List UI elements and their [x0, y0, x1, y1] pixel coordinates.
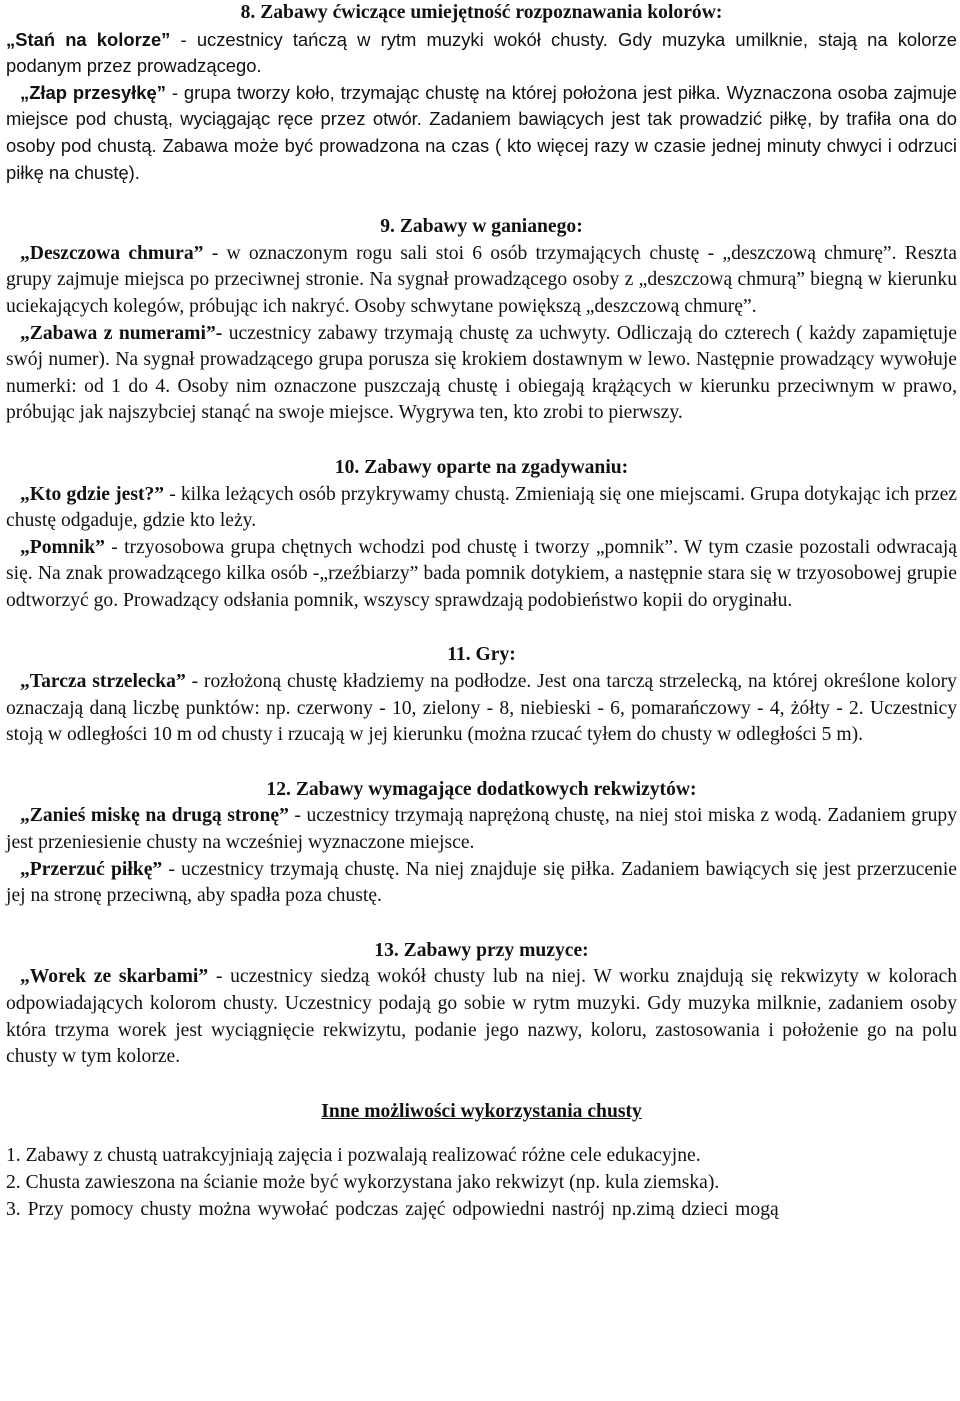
other-uses-heading: Inne możliwości wykorzystania chusty	[321, 1100, 642, 1122]
game-title: „Złap przesyłkę”	[20, 81, 166, 103]
game-description: uczestnicy zabawy trzymają chustę za uchwyty. Odliczają do czterech ( każdy zapamiętuje swój numer). Na sygnał prowadzącego grupa porusza się krokiem dostawnym w lewo. Następnie prowadzący wywołuje numerki: od 1 do 4. Osoby nim oznaczone puszczają chustę i obiegają krążących w kierunku przeciwnym w prawo, próbując jak najszybciej stanąć na swoje miejsce. Wygrywa ten, kto zrobi to pierwszy.	[6, 322, 957, 424]
game-title: „Stań na kolorze”	[6, 28, 171, 50]
list-item: 2. Chusta zawieszona na ścianie może być wykorzystana jako rekwizyt (np. kula ziemska).	[6, 1171, 720, 1193]
game-description: - uczestnicy tańczą w rytm muzyki wokół chusty. Gdy muzyka umilknie, stają na kolorze podanym przez prowadzącego.	[6, 28, 957, 77]
section-11-paragraph-1	[6, 669, 957, 749]
game-description: - grupa tworzy koło, trzymając chustę na której położona jest piłka. Wyznaczona osoba zajmuje miejsce pod chustą, wyciągając ręce przez otwór. Zadaniem bawiących jest tak prowadzić piłkę, by trafiła ona do osoby pod chustą. Zabawa może być prowadzona na czas ( kto więcej razy w czasie jednej minuty chwyci i odrzuci piłkę na chustę).	[6, 81, 957, 183]
section-8-heading: 8. Zabawy ćwiczące umiejętność rozpoznawania kolorów:	[240, 2, 723, 23]
section-8-paragraph-2	[6, 80, 957, 186]
section-13-paragraph-1	[6, 964, 957, 1070]
game-title: „Tarcza strzelecka”	[20, 671, 186, 693]
section-12-paragraph-2	[6, 857, 957, 910]
game-description: - uczestnicy trzymają naprężoną chustę, na niej stoi miska z wodą. Zadaniem grupy jest przeniesienie chusty na wcześniej wyznaczone miejsce.	[6, 805, 957, 854]
game-description: - w oznaczonym rogu sali stoi 6 osób trzymających chustę - „deszczową chmurę”. Reszta grupy zajmuje miejsca po przeciwnej stronie. Na sygnał prowadzącego osoby z „deszczową chmurą” biegną w kierunku uciekających kolegów, próbując ich nakryć. Osoby schwytane powiększą „deszczową chmurę”.	[6, 242, 957, 317]
section-10-heading: 10. Zabawy oparte na zgadywaniu:	[334, 456, 629, 478]
game-title: „Worek ze skarbami”	[20, 966, 209, 988]
section-13-heading: 13. Zabawy przy muzyce:	[374, 939, 589, 961]
game-title: „Zabawa z numerami”-	[20, 322, 223, 344]
game-description: - kilka leżących osób przykrywamy chustą. Zmieniają się one miejscami. Grupa dotykając ich przez chustę odgaduje, gdzie kto leży.	[6, 483, 957, 532]
game-description: - uczestnicy siedzą wokół chusty lub na niej. W worku znajdują się rekwizyty w kolorach odpowiadających kolorom chusty. Uczestnicy podają go sobie w rytm muzyki. Gdy muzyka milknie, zadaniem osoby która trzyma worek jest wyciągnięcie rekwizytu, podanie jego nazwy, koloru, zastosowania i położenie go na polu chusty w tym kolorze.	[6, 966, 957, 1068]
game-description: - trzyosobowa grupa chętnych wchodzi pod chustę i tworzy „pomnik”. W tym czasie pozostali odwracają się. Na znak prowadzącego kilka osób -„rzeźbiarzy” bada pomnik dotykiem, a następnie stara się w trzyosobowej grupie odtworzyć go. Prowadzący odsłania pomnik, wszyscy sprawdzają podobieństwo kopii do oryginału.	[6, 536, 957, 611]
game-title: „Kto gdzie jest?”	[20, 483, 165, 505]
section-8-paragraph-1	[6, 27, 957, 80]
section-12-heading: 12. Zabawy wymagające dodatkowych rekwizytów:	[266, 778, 697, 800]
section-12-paragraph-1	[6, 803, 957, 856]
game-description: - uczestnicy trzymają chustę. Na niej znajduje się piłka. Zadaniem bawiących się jest przerzucenie jej na stronę przeciwną, aby spadła poza chustę.	[6, 858, 957, 907]
game-title: „Pomnik”	[20, 536, 105, 558]
section-9-paragraph-1	[6, 241, 957, 321]
game-title: „Deszczowa chmura”	[20, 242, 204, 264]
game-title: „Zanieś miskę na drugą stronę”	[20, 805, 289, 827]
game-title: „Przerzuć piłkę”	[20, 858, 163, 880]
section-9-paragraph-2	[6, 321, 957, 427]
section-10-paragraph-1	[6, 482, 957, 535]
list-item: 1. Zabawy z chustą uatrakcyjniają zajęcia i pozwalają realizować różne cele edukacyjne.	[6, 1145, 701, 1167]
section-11-heading: 11. Gry:	[447, 644, 516, 666]
section-10-paragraph-2	[6, 535, 957, 615]
game-description: - rozłożoną chustę kładziemy na podłodze. Jest ona tarczą strzelecką, na której określone kolory oznaczają daną liczbę punktów: np. czerwony - 10, zielony - 8, niebieski - 6, pomarańczowy - 4, żółty - 2. Uczestnicy stoją w odległości 10 m od chusty i rzucają w jej kierunku (można rzucać tyłem do chusty w odległości 5 m).	[6, 671, 957, 746]
list-item: 3. Przy pomocy chusty można wywołać podczas zajęć odpowiedni nastrój np.zimą dzieci mogą	[6, 1198, 779, 1220]
section-9-heading: 9. Zabawy w ganianego:	[380, 216, 583, 238]
